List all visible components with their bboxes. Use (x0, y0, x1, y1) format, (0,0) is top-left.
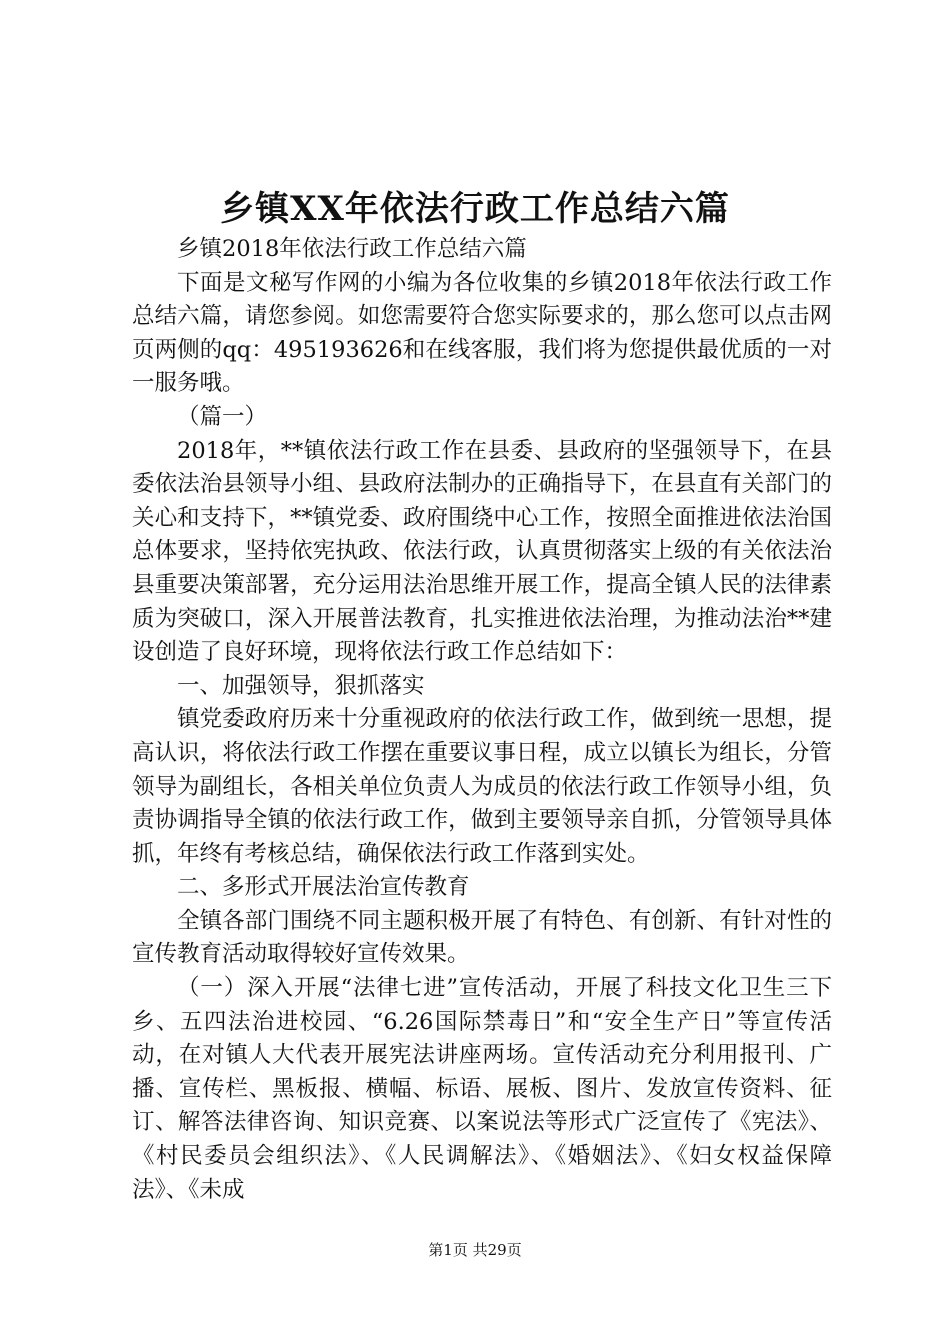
page-footer: 第1页 共29页 (428, 1241, 522, 1259)
paragraph-publicity: 全镇各部门围绕不同主题积极开展了有特色、有创新、有针对性的宣传教育活动取得较好宣传效果。 (132, 907, 832, 968)
paragraph-section-label: （篇一） (177, 403, 268, 430)
document-body (132, 233, 832, 1207)
document-title: 乡镇XX年依法行政工作总结六篇 (220, 189, 730, 229)
paragraph-overview: 2018年，**镇依法行政工作在县委、县政府的坚强领导下，在县委依法治县领导小组、县政府法制办的正确指导下，在县直有关部门的关心和支持下，**镇党委、政府围绕中心工作，按照全面推进依法治国总体要求，坚持依宪执政、依法行政，认真贯彻落实上级的有关依法治县重要决策部署，充分运用法治思维开展工作，提高全镇人民的法律素质为突破口，深入开展普法教育，扎实推进依法治理，为推动法治**建设创造了良好环境，现将依法行政工作总结如下： (132, 437, 832, 666)
paragraph-leadership: 镇党委政府历来十分重视政府的依法行政工作，做到统一思想，提高认识，将依法行政工作摆在重要议事日程，成立以镇长为组长，分管领导为副组长，各相关单位负责人为成员的依法行政工作领导小组，负责协调指导全镇的依法行政工作，做到主要领导亲自抓，分管领导具体抓，年终有考核总结，确保依法行政工作落到实处。 (132, 706, 832, 867)
paragraph-activities: （一）深入开展“法律七进”宣传活动，开展了科技文化卫生三下乡、五四法治进校园、“6.26国际禁毒日”和“安全生产日”等宣传活动，在对镇人大代表开展宪法讲座两场。宣传活动充分利用报刊、广播、宣传栏、黑板报、横幅、标语、展板、图片、发放宣传资料、征订、解答法律咨询、知识竞赛、以案说法等形式广泛宣传了《宪法》、《村民委员会组织法》、《人民调解法》、《婚姻法》、《妇女权益保障法》、《未成 (132, 975, 832, 1203)
heading-section-2: 二、多形式开展法治宣传教育 (177, 874, 470, 901)
paragraph-subtitle: 乡镇2018年依法行政工作总结六篇 (177, 236, 527, 262)
paragraph-intro: 下面是文秘写作网的小编为各位收集的乡镇2018年依法行政工作总结六篇，请您参阅。如您需要符合您实际要求的，那么您可以点击网页两侧的qq：495193626和在线客服，我们将为您提供最优质的一对一服务哦。 (132, 269, 832, 397)
heading-section-1: 一、加强领导，狠抓落实 (177, 672, 425, 699)
